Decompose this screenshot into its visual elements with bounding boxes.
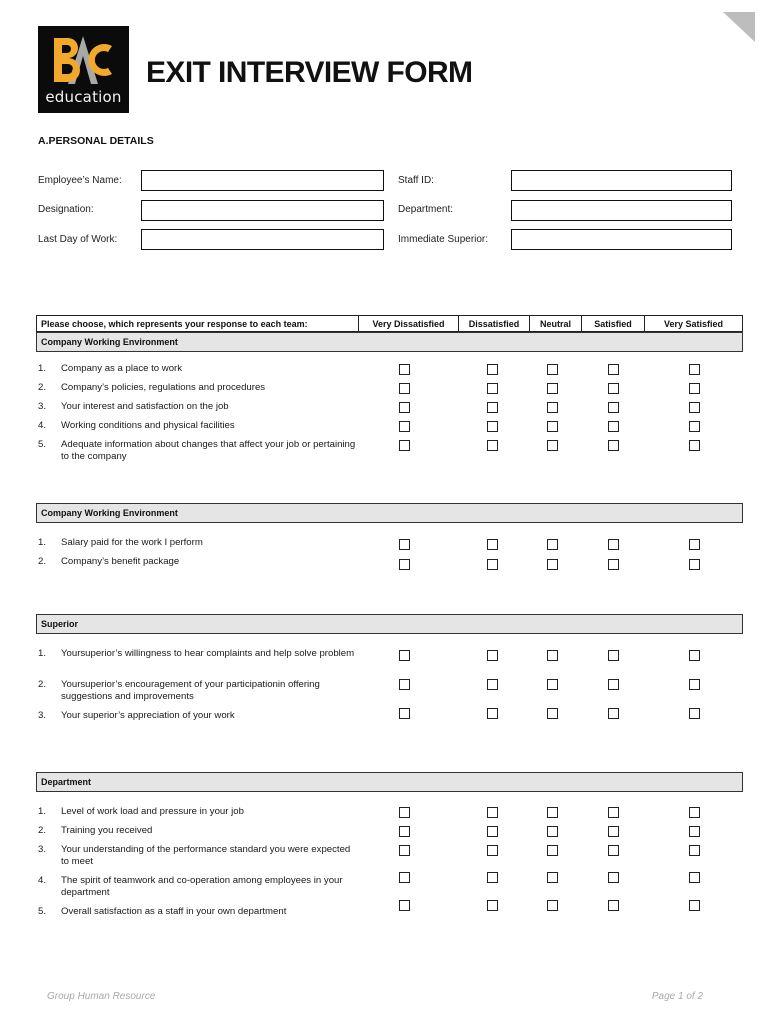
staff-id-label: Staff ID:: [398, 175, 434, 186]
question-text: Company’s policies, regulations and procedures: [61, 382, 266, 393]
question-text: Level of work load and pressure in your job: [61, 806, 244, 817]
checkbox-dissatisfied[interactable]: [487, 440, 498, 451]
checkbox-satisfied[interactable]: [608, 826, 619, 837]
question-text: Working conditions and physical facilities: [61, 420, 235, 431]
page-corner-fold: [723, 12, 755, 42]
checkbox-satisfied[interactable]: [608, 402, 619, 413]
checkbox-neutral[interactable]: [547, 845, 558, 856]
page-title: EXIT INTERVIEW FORM: [146, 56, 473, 89]
checkbox-satisfied[interactable]: [608, 559, 619, 570]
checkbox-neutral[interactable]: [547, 539, 558, 550]
checkbox-very-dissatisfied[interactable]: [399, 402, 410, 413]
checkbox-very-satisfied[interactable]: [689, 807, 700, 818]
employee-name-field[interactable]: [141, 170, 384, 191]
checkbox-satisfied[interactable]: [608, 650, 619, 661]
checkbox-very-satisfied[interactable]: [689, 650, 700, 661]
checkbox-dissatisfied[interactable]: [487, 402, 498, 413]
checkbox-very-satisfied[interactable]: [689, 708, 700, 719]
question-number: 3.: [38, 710, 47, 721]
checkbox-neutral[interactable]: [547, 807, 558, 818]
checkbox-satisfied[interactable]: [608, 364, 619, 375]
department-label: Department:: [398, 204, 454, 215]
question-text: Training you received: [61, 825, 153, 836]
checkbox-neutral[interactable]: [547, 559, 558, 570]
question-text: Overall satisfaction as a staff in your own department: [61, 906, 287, 917]
checkbox-dissatisfied[interactable]: [487, 650, 498, 661]
question-text: Salary paid for the work I perform: [61, 537, 203, 548]
checkbox-neutral[interactable]: [547, 650, 558, 661]
question-text: Yoursuperior’s encouragement of your participationin offering suggestions and improvements: [61, 679, 320, 702]
staff-id-field[interactable]: [511, 170, 732, 191]
checkbox-neutral[interactable]: [547, 826, 558, 837]
last-day-field[interactable]: [141, 229, 384, 250]
department-field[interactable]: [511, 200, 732, 221]
checkbox-dissatisfied[interactable]: [487, 421, 498, 432]
checkbox-very-satisfied[interactable]: [689, 872, 700, 883]
question-number: 2.: [38, 825, 47, 836]
personal-details-heading: A.PERSONAL DETAILS: [38, 135, 154, 147]
checkbox-dissatisfied[interactable]: [487, 826, 498, 837]
option-header-dissatisfied: Dissatisfied: [459, 316, 530, 332]
logo-text: education: [45, 88, 122, 106]
question-text: Your understanding of the performance standard you were expected to meet: [61, 844, 351, 867]
checkbox-very-dissatisfied[interactable]: [399, 421, 410, 432]
checkbox-very-dissatisfied[interactable]: [399, 650, 410, 661]
checkbox-satisfied[interactable]: [608, 383, 619, 394]
checkbox-very-satisfied[interactable]: [689, 679, 700, 690]
checkbox-satisfied[interactable]: [608, 845, 619, 856]
last-day-label: Last Day of Work:: [38, 234, 118, 245]
question-number: 1.: [38, 806, 47, 817]
checkbox-very-dissatisfied[interactable]: [399, 539, 410, 550]
checkbox-very-dissatisfied[interactable]: [399, 440, 410, 451]
checkbox-very-satisfied[interactable]: [689, 440, 700, 451]
question-number: 1.: [38, 363, 47, 374]
checkbox-dissatisfied[interactable]: [487, 708, 498, 719]
checkbox-very-satisfied[interactable]: [689, 402, 700, 413]
question-number: 3.: [38, 401, 47, 412]
checkbox-neutral[interactable]: [547, 402, 558, 413]
question-number: 2.: [38, 382, 47, 393]
checkbox-neutral[interactable]: [547, 421, 558, 432]
section-header: Department: [36, 772, 743, 792]
designation-label: Designation:: [38, 204, 94, 215]
checkbox-satisfied[interactable]: [608, 421, 619, 432]
question-text: Company as a place to work: [61, 363, 183, 374]
checkbox-satisfied[interactable]: [608, 440, 619, 451]
checkbox-very-satisfied[interactable]: [689, 383, 700, 394]
checkbox-dissatisfied[interactable]: [487, 872, 498, 883]
checkbox-satisfied[interactable]: [608, 708, 619, 719]
checkbox-dissatisfied[interactable]: [487, 364, 498, 375]
designation-field[interactable]: [141, 200, 384, 221]
checkbox-satisfied[interactable]: [608, 900, 619, 911]
question-text: Adequate information about changes that affect your job or pertaining to the company: [61, 439, 356, 462]
question-text: The spirit of teamwork and co-operation among employees in your department: [61, 875, 343, 898]
question-text: Company’s benefit package: [61, 556, 180, 567]
section-header: Company Working Environment: [36, 503, 743, 523]
checkbox-very-dissatisfied[interactable]: [399, 845, 410, 856]
question-number: 5.: [38, 906, 47, 917]
checkbox-very-satisfied[interactable]: [689, 539, 700, 550]
checkbox-satisfied[interactable]: [608, 807, 619, 818]
immediate-superior-field[interactable]: [511, 229, 732, 250]
checkbox-very-satisfied[interactable]: [689, 845, 700, 856]
checkbox-very-dissatisfied[interactable]: [399, 900, 410, 911]
checkbox-dissatisfied[interactable]: [487, 807, 498, 818]
question-header: Please choose, which represents your response to each team:: [37, 316, 359, 332]
footer-page-number: Page 1 of 2: [651, 991, 703, 1002]
option-header-neutral: Neutral: [530, 316, 582, 332]
checkbox-neutral[interactable]: [547, 383, 558, 394]
question-text: Yoursuperior’s willingness to hear complaints and help solve problem: [61, 648, 355, 659]
question-number: 5.: [38, 439, 47, 450]
option-header-very-dissatisfied: Very Dissatisfied: [359, 316, 459, 332]
checkbox-very-satisfied[interactable]: [689, 421, 700, 432]
checkbox-very-dissatisfied[interactable]: [399, 807, 410, 818]
checkbox-very-satisfied[interactable]: [689, 559, 700, 570]
section-header: Superior: [36, 614, 743, 634]
checkbox-dissatisfied[interactable]: [487, 900, 498, 911]
checkbox-neutral[interactable]: [547, 364, 558, 375]
checkbox-dissatisfied[interactable]: [487, 679, 498, 690]
question-number: 3.: [38, 844, 47, 855]
option-header-very-satisfied: Very Satisfied: [645, 316, 743, 332]
option-header-satisfied: Satisfied: [582, 316, 645, 332]
section-header: Company Working Environment: [36, 332, 743, 352]
checkbox-neutral[interactable]: [547, 872, 558, 883]
question-number: 1.: [38, 648, 47, 659]
checkbox-dissatisfied[interactable]: [487, 383, 498, 394]
checkbox-dissatisfied[interactable]: [487, 539, 498, 550]
checkbox-very-dissatisfied[interactable]: [399, 872, 410, 883]
company-logo: [38, 26, 129, 113]
checkbox-very-dissatisfied[interactable]: [399, 559, 410, 570]
question-number: 1.: [38, 537, 47, 548]
checkbox-satisfied[interactable]: [608, 679, 619, 690]
checkbox-neutral[interactable]: [547, 679, 558, 690]
question-number: 2.: [38, 679, 47, 690]
question-number: 4.: [38, 420, 47, 431]
employee-name-label: Employee’s Name:: [38, 175, 122, 186]
checkbox-very-dissatisfied[interactable]: [399, 364, 410, 375]
rating-header-table: [36, 315, 743, 332]
checkbox-very-dissatisfied[interactable]: [399, 383, 410, 394]
checkbox-very-dissatisfied[interactable]: [399, 679, 410, 690]
checkbox-very-satisfied[interactable]: [689, 364, 700, 375]
checkbox-dissatisfied[interactable]: [487, 559, 498, 570]
question-text: Your interest and satisfaction on the job: [61, 401, 229, 412]
bac-logo-icon: [52, 34, 114, 86]
checkbox-very-satisfied[interactable]: [689, 826, 700, 837]
footer-left: Group Human Resource: [47, 991, 156, 1002]
question-number: 2.: [38, 556, 47, 567]
checkbox-very-dissatisfied[interactable]: [399, 826, 410, 837]
checkbox-dissatisfied[interactable]: [487, 845, 498, 856]
question-number: 4.: [38, 875, 47, 886]
question-text: Your superior’s appreciation of your work: [61, 710, 235, 721]
checkbox-neutral[interactable]: [547, 708, 558, 719]
checkbox-very-dissatisfied[interactable]: [399, 708, 410, 719]
checkbox-satisfied[interactable]: [608, 872, 619, 883]
checkbox-very-satisfied[interactable]: [689, 900, 700, 911]
immediate-superior-label: Immediate Superior:: [398, 234, 489, 245]
checkbox-neutral[interactable]: [547, 900, 558, 911]
checkbox-neutral[interactable]: [547, 440, 558, 451]
checkbox-satisfied[interactable]: [608, 539, 619, 550]
